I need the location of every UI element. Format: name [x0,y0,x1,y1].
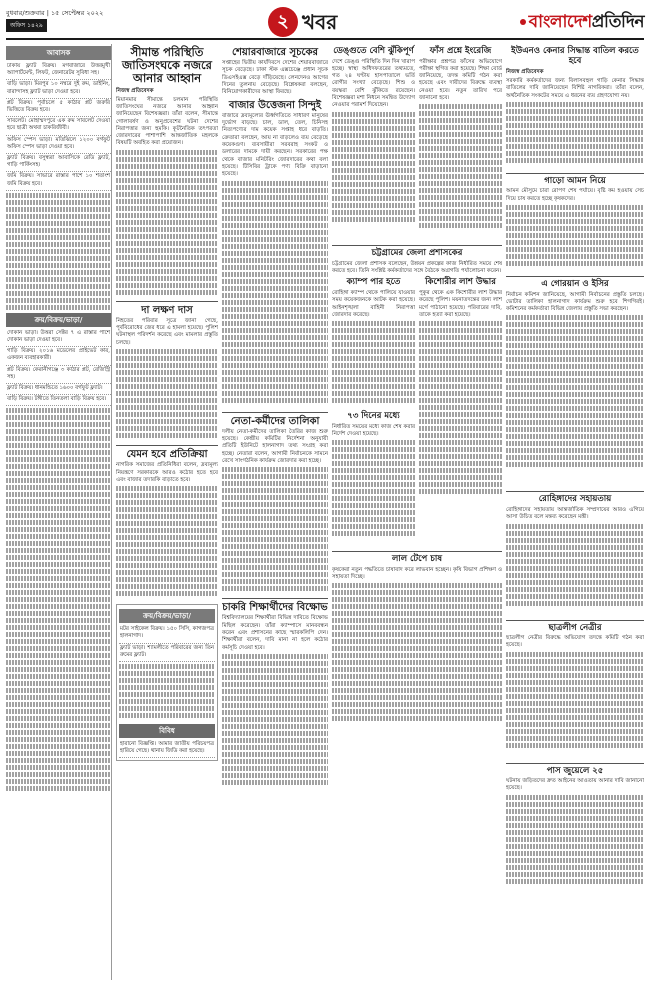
section-title: খবর [302,10,338,34]
classified-filler-2 [6,406,111,806]
classified-ad: দোকান ভাড়া। উত্তরা সেক্টর ৭ এ রাস্তার পাশে দোকান ভাড়া দেওয়া হবে। [6,329,111,347]
article-headline: চট্টগ্রামের জেলা প্রশাসকের [371,248,463,259]
body-filler [506,100,644,170]
article-headline: ক্যাম্প পার হতে [346,277,401,288]
logo-dot-icon [520,19,526,25]
body-filler [506,650,644,760]
body-filler [116,148,218,298]
news-column-4 [332,44,502,980]
classified-ad: প্লট বিক্রয়। পূর্বাচলে ৫ কাঠার প্লট জরুরি ভিত্তিতে বিক্রয় হবে। [6,99,111,117]
classified-ad: অফিস স্পেস ভাড়া। মতিঝিলে ১২০০ বর্গফুট অফিস স্পেস ভাড়া দেওয়া হবে। [6,136,111,154]
classified-ad: বাড়ি ভাড়া। মিরপুর ১০ নম্বরে দুই রুম, ডাইনিং, বারান্দাসহ ফ্ল্যাট ভাড়া দেওয়া হবে। [6,80,111,98]
article-body: পরীক্ষার প্রশ্নপত্র ফাঁসের অভিযোগে পরীক্ষা স্থগিত করা হয়েছে। শিক্ষা বোর্ড জানিয়েছে, তদন্ত কমিটি গঠন করা হয়েছে এবং দায়ীদের বিরুদ্ধে ব্যবস্থা নেওয়া হবে। নতুন তারিখ পরে জানানো হবে। [419,58,502,101]
article-body: সপ্তাহের দ্বিতীয় কার্যদিবসে দেশের শেয়ারবাজারে সূচক বেড়েছে। ঢাকা স্টক এক্সচেঞ্জে প্রধান সূচক ডিএসইএক্স বেড়ে দাঁড়িয়েছে। লেনদেনও আগের দিনের তুলনায় বেড়েছে। বিশ্লেষকরা বলছেন, বিনিয়োগকারীদের আস্থা ফিরছে। [222,60,328,96]
body-filler [506,793,644,893]
notice-header: বিবিধ [119,724,215,738]
article-headline: কিশোরীর লাশ উদ্ধার [425,277,496,288]
body-filler [332,438,415,548]
classified-filler [6,191,111,311]
article-headline: ফাঁস প্রশ্নে ইংরেজি [429,46,492,56]
article-body: দলীয় নেতা-কর্মীদের তালিকা তৈরির কাজ শুরু হয়েছে। কেন্দ্রীয় কমিটির নির্দেশনা অনুযায়ী প্রতিটি ইউনিটে হালনাগাদ তথ্য সংগ্রহ করা হচ্ছে। নেতারা বলেন, আগামী নির্বাচনকে সামনে রেখে সাংগঠনিক কার্যক্রম জোরদার করা হচ্ছে। [222,428,328,464]
body-filler [419,319,502,519]
body-filler [222,179,328,409]
box-header: ক্রয়/বিক্রয়/ভাড়া/ [119,609,215,623]
classified-ad: প্লট বিক্রয়। কেরানীগঞ্জে ৩ কাঠার প্লট, রেজিস্ট্রি সহ। [6,366,111,384]
body-filler [506,203,644,273]
article-body: বিশ্ববিদ্যালয়ের শিক্ষার্থীরা বিভিন্ন দাবিতে বিক্ষোভ মিছিল করেছেন। তাঁরা ক্যাম্পাসে মানববন্ধন করেন এবং প্রশাসনের কাছে স্মারকলিপি দেন। শিক্ষার্থীরা বলেন, দাবি মানা না হলে কঠোর কর্মসূচি দেওয়া হবে। [222,615,328,651]
article-body: নিহতের পরিবার সূত্রে জানা গেছে, পূর্ববিরোধের জের ধরে এ হামলা হয়েছে। পুলিশ ঘটনাস্থল পরিদর্শন করেছে এবং মামলার প্রস্তুতি চলছে। [116,317,218,346]
classified-ad: বাড়ি বিক্রয়। টঙ্গীতে তিনতলা বাড়ি বিক্রয় হবে। [6,395,111,406]
article-headline: পাস জুয়েলে ২৫ [546,765,604,776]
article-body: ঘটনায় জড়িতদের দ্রুত আইনের আওতায় আনার দাবি জানানো হয়েছে। [506,778,644,792]
body-filler [222,652,328,792]
article-headline: ইউএনও কেনার সিদ্ধান্ত বাতিল করতে হবে [511,46,639,66]
article-body: চট্টগ্রামের জেলা প্রশাসক বলেছেন, উন্নয়ন প্রকল্পের কাজ নির্ধারিত সময়ে শেষ করতে হবে। তিনি সংশ্লিষ্ট কর্মকর্তাদের সঙ্গে বৈঠকে অগ্রগতি পর্যালোচনা করেন। [332,260,502,275]
article-headline: লাল টেপে চাষ [391,554,443,565]
article-headline: চাকরি শিক্ষার্থীদের বিক্ষোভ [222,602,328,614]
box-filler [119,662,215,722]
article-body: ছাত্রলীগ নেত্রীর বিরুদ্ধে অভিযোগ তদন্তে কমিটি গঠন করা হয়েছে। [506,635,644,649]
classified-ad: মটর সাইকেল বিক্রয়। ১৫০ সিসি, কাগজপত্র হালনাগাদ। [119,625,215,643]
article-body: নির্ধারিত সময়ের মধ্যে কাজ শেষ করার নির্দেশ দেওয়া হয়েছে। [332,423,415,437]
article-headline: এ গোরয়ান ও ইসির [541,279,609,290]
page-number: ২ [268,7,298,37]
masthead [6,6,644,40]
article-body: মিয়ানমার সীমান্তে চলমান পরিস্থিতি জাতিসংঘের নজরে আনার আহ্বান জানিয়েছেন বিশেষজ্ঞরা। তাঁরা বলেন, সীমান্তে গোলাবর্ষণ ও অনুপ্রবেশের ঘটনা দেশের নিরাপত্তার জন্য হুমকি। কূটনৈতিক তৎপরতা জোরদারের পাশাপাশি আন্তর্জাতিক মহলকে বিষয়টি অবহিত করা প্রয়োজন। [116,96,218,147]
article-body: নাগরিক সমাজের প্রতিনিধিরা বলেন, দ্রব্যমূল্য নিয়ন্ত্রণে সরকারকে আরও কঠোর হতে হবে এবং বাজার তদারকি বাড়াতে হবে। [116,462,218,483]
article-headline: রোহিঙ্গাদের সহায়তায় [538,494,612,505]
body-filler [332,581,502,741]
issue-date: বুধবার/শুক্রবার | ১৫ সেপ্টেম্বর ২০২২ [6,9,104,17]
article-body: আমন মৌসুমে চারা রোপণ শেষ পর্যায়ে। বৃষ্টি কম হওয়ায় সেচ দিয়ে চাষ করতে হচ্ছে কৃষকদের। [506,188,644,202]
article-headline: সীমান্ত পরিস্থিতি জাতিসংঘকে নজরে আনার আহ্বান [122,45,212,85]
body-filler [116,484,218,604]
article-headline: বাজার উত্তেজনা সিন্দুই [228,99,322,111]
article-body: দেশে ডেঙ্গু পরিস্থিতি দিন দিন খারাপ হচ্ছে। স্বাস্থ্য অধিদফতরের তথ্যমতে, গত ২৪ ঘণ্টায় হাসপাতালে ভর্তি রোগীর সংখ্যা বেড়েছে। শিশু ও বয়স্করা বেশি ঝুঁকিতে রয়েছেন। বিশেষজ্ঞরা মশা নিধনে সমন্বিত উদ্যোগ নেওয়ার পরামর্শ দিয়েছেন। [332,58,415,109]
body-filler [222,465,328,595]
article-body: রোহিঙ্গা ক্যাম্প থেকে পালিয়ে যাওয়ার সময় কয়েকজনকে আটক করা হয়েছে। আইনশৃঙ্খলা বাহিনী নিরাপত্তা জোরদার করেছে। [332,289,415,318]
classified-ad: জমি বিক্রয়। সাভারে রাস্তার পাশে ১০ শতাংশ জমি বিক্রয় হবে। [6,172,111,190]
classifieds-header-2: ক্রয়/বিক্রয়/ভাড়া/ [6,313,111,327]
classified-ad: গাড়ি বিক্রয়। ২০১৬ মডেলের প্রাইভেট কার, একজন ব্যবহারকারী। [6,347,111,365]
news-column-5 [506,44,644,980]
classified-ad: ফ্ল্যাট বিক্রয়। ধানমন্ডিতে ১৬০০ বর্গফুট ফ্ল্যাট। [6,384,111,395]
classifieds-header: আবাসক [6,46,111,60]
article-byline: নিজস্ব প্রতিবেদক [506,69,544,76]
article-headline: শেয়ারবাজারে সূচকের [231,47,319,58]
body-filler [332,319,415,409]
news-column-2 [116,44,218,980]
article-body: নির্বাচন কমিশন জানিয়েছে, আগামী নির্বাচনের প্রস্তুতি চলছে। ভোটার তালিকা হালনাগাদ কার্যক্রম শুরু হবে শিগগিরই। কমিশনের কর্মকর্তারা বিভিন্ন জেলায় প্রস্তুতি সভা করছেন। [506,291,644,313]
article-body: বাজারে দ্রব্যমূল্যের ঊর্ধ্বগতিতে সাধারণ মানুষের দুর্ভোগ বাড়ছে। চাল, ডাল, তেল, চিনিসহ নিত্যপণ্যের দাম কয়েক সপ্তাহ ধরে বাড়তি। ক্রেতারা বলছেন, আয় না বাড়লেও ব্যয় বেড়েছে কয়েকগুণ। ব্যবসায়ীরা সরবরাহ সংকট ও ডলারের দামকে দায়ী করছেন। সরকারের পক্ষ থেকে বাজার মনিটরিং জোরদারের কথা বলা হয়েছে। টিসিবির ট্রাকে পণ্য বিক্রি বাড়ানো হয়েছে। [222,112,328,178]
notice-ad: হারানো বিজ্ঞপ্তি। আমার জাতীয় পরিচয়পত্র হারিয়ে গেছে। থানায় জিডি করা হয়েছে। [119,740,215,758]
article-headline: যেমন হবে প্রতিক্রিয়া [126,449,208,461]
article-body: রোহিঙ্গাদের সহায়তায় আন্তর্জাতিক সম্প্রদায়ের আরও এগিয়ে আসা উচিত বলে মন্তব্য করেছেন মন্ত্রী। [506,506,644,521]
article-body: সরকারি কর্মকর্তাদের জন্য বিলাসবহুল গাড়ি কেনার সিদ্ধান্ত বাতিলের দাবি জানিয়েছেন বিশিষ্ট নাগরিকরা। তাঁরা বলেন, অর্থনৈতিক সংকটের সময়ে এ ধরনের ব্যয় গ্রহণযোগ্য নয়। [506,78,644,99]
classified-ad: সাবলেট। মোহাম্মদপুরে এক রুম সাবলেট দেওয়া হবে ছাত্রী অথবা চাকরিজীবী। [6,117,111,135]
article-headline: ছাত্রলীগ নেত্রীর [548,622,602,633]
body-filler [332,110,415,230]
classified-ad: ফ্ল্যাট ভাড়া। শ্যামলীতে পরিবারের জন্য তিন রুমের ফ্ল্যাট। [119,644,215,662]
logo-part1: বাংলাদেশ [528,12,592,32]
news-column-3 [222,44,328,980]
article-body: কৃষকেরা নতুন পদ্ধতিতে চাষাবাদ করে লাভবান হচ্ছেন। কৃষি বিভাগ প্রশিক্ষণ ও সহায়তা দিচ্ছে। [332,566,502,581]
body-filler [419,102,502,242]
article-body: পুকুর থেকে এক কিশোরীর লাশ উদ্ধার করেছে পুলিশ। ময়নাতদন্তের জন্য লাশ মর্গে পাঠানো হয়েছে। পরিবারের দাবি, তাকে হত্যা করা হয়েছে। [419,289,502,318]
article-headline: দা লক্ষণ দাস [141,304,193,316]
classified-box [116,604,218,761]
body-filler [506,522,644,617]
classified-ad: ফ্ল্যাট বিক্রয়। বসুন্ধরা আবাসিকে রেডি ফ্ল্যাট, গাড়ি পার্কিংসহ। [6,154,111,172]
classifieds-column [6,44,112,980]
article-headline: ডেঙ্গুতে বেশি ঝুঁকিপূর্ণ [333,46,414,56]
newspaper-logo [520,9,644,37]
classified-ad: ঢাকায় ফ্ল্যাট বিক্রয়। মগবাজারে উত্তরমুখী অ্যাপার্টমেন্ট, লিফট, জেনারেটর সুবিধা সহ। [6,62,111,80]
article-byline: নিজস্ব প্রতিবেদক [116,87,154,94]
logo-part2: প্রতিদিন [591,12,644,32]
page-box: অফিস ১৪২৯ [6,19,47,32]
article-headline: ৭৩ দিনের মধ্যে [347,411,400,422]
body-filler [506,313,644,488]
body-filler [116,347,218,442]
article-headline: গাড়ো আমন নিয়ে [544,175,606,186]
article-headline: নেতা-কর্মীদের তালিকা [230,415,320,427]
